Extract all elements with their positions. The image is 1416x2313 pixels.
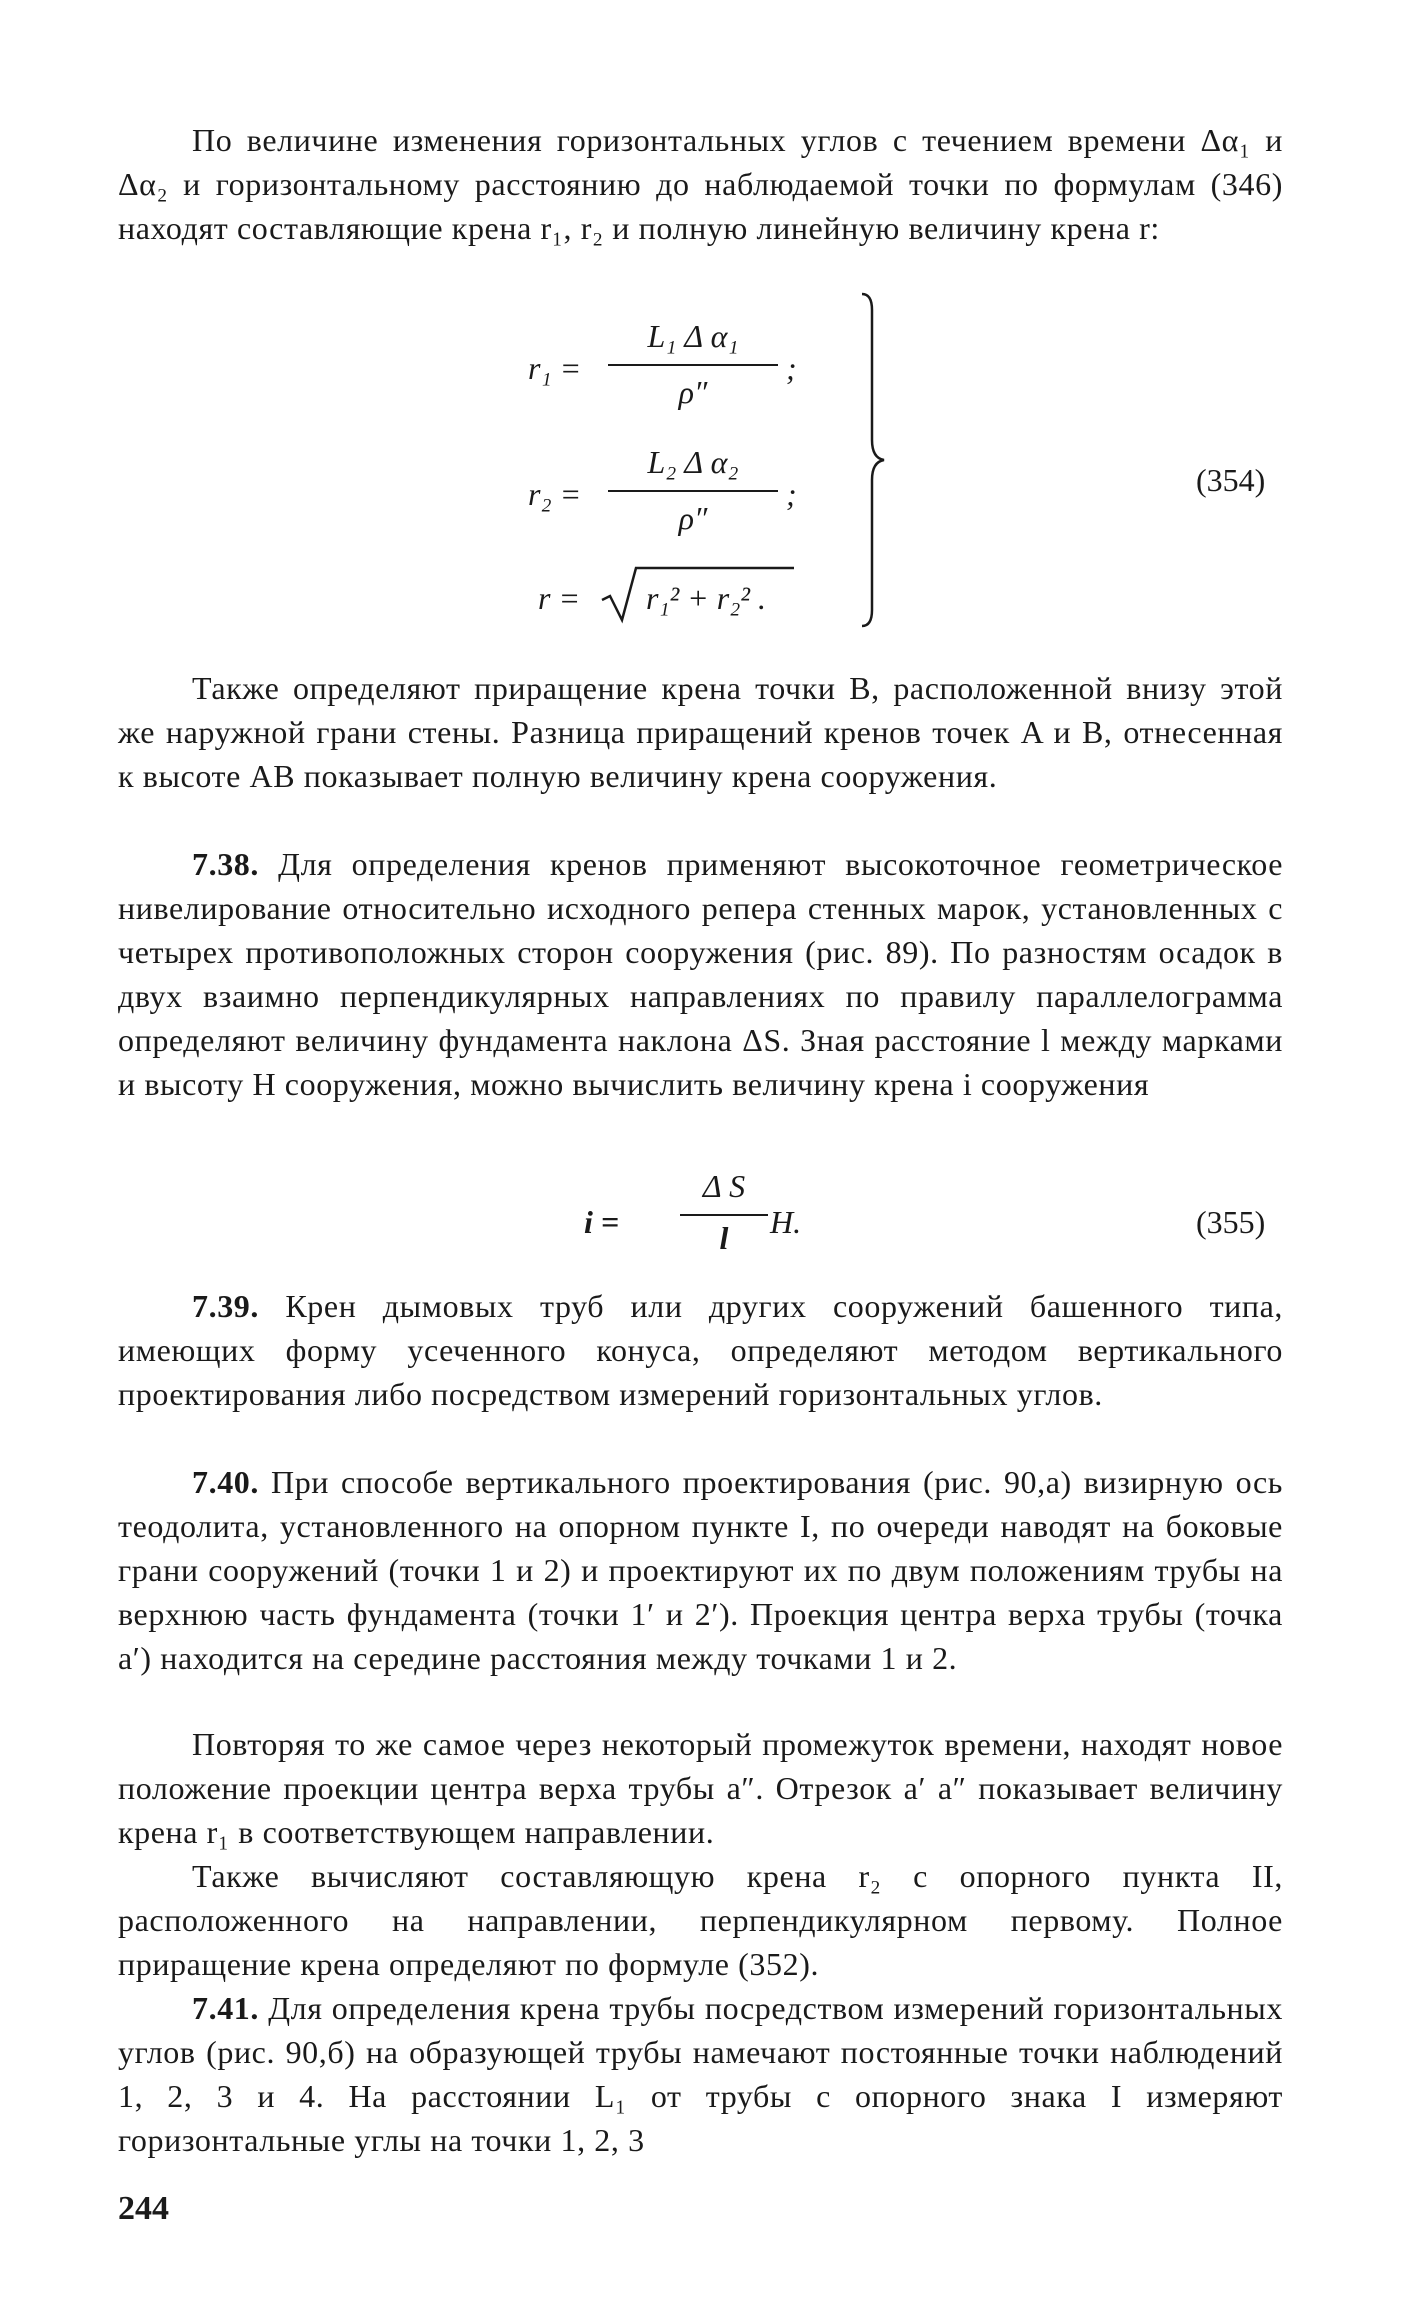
paragraph-7: Также вычисляют составляющую крена r₂ с опорного пункта II, расположенного на направлении, перпендикулярном первому. Полное приращение крена определяют по формуле (352). [118,1858,1283,1982]
eq354-r2-fraction-bar [608,490,778,492]
eq354-r2-denominator: ρ″ [678,500,708,536]
eq354-r-radicand: r₁² + r₂² . [646,580,766,616]
eq354-r1-semicolon: ; [786,350,797,386]
eq355-rhs: H. [770,1204,802,1240]
paragraph-7-40: 7.40. При способе вертикального проектирования (рис. 90,а) визирную ось теодолита, установленного на опорном пункте I, по очереди наводят на боковые грани сооружений (точки 1 и 2) и проектируют их по двум положениям трубы на верхнюю часть фундамента (точки 1′ и 2′). Проекция центра верха трубы (точка a′) находится на середине расстояния между точками 1 и 2. [118,1464,1284,1676]
eq354-r2-semicolon: ; [786,476,797,512]
paragraph-7-41: 7.41. Для определения крена трубы посредством измерений горизонтальных углов (рис. 90,б) на образующей трубы намечают постоянные точки наблюдений 1, 2, 3 и 4. На расстоянии L₁ от трубы с опорного знака I измеряют горизонтальные углы на точки 1, 2, 3 [118,1990,1283,2158]
eq355-numerator: Δ S [702,1168,746,1204]
section-number-7-39: 7.39. [192,1288,259,1324]
paragraph-7-39: 7.39. Крен дымовых труб или других сооружений башенного типа, имеющих форму усеченного конуса, определяют методом вертикального проектирования либо посредством измерений горизонтальных углов. [118,1288,1284,1412]
section-number-7-38: 7.38. [192,846,259,882]
section-number-7-40: 7.40. [192,1464,259,1500]
eq354-r-lhs: r = [538,580,581,616]
eq354-r2-numerator: L₂ Δ α₂ [647,444,739,480]
paragraph-2: Также определяют приращение крена точки B, расположенной внизу этой же наружной грани стены. Разница приращений кренов точек A и B, отнесенная к высоте AB показывает полную величину крена сооружения. [118,670,1283,794]
eq354-r1-fraction-bar [608,364,778,366]
eq354-r2-lhs: r₂ = [528,476,582,512]
eq354-r1-denominator: ρ″ [678,374,708,410]
page-number: 244 [118,2190,169,2227]
eq355-lhs: i = [584,1204,620,1240]
right-brace-icon [858,290,888,630]
eq355-number: (355) [1196,1204,1266,1240]
eq354-number: (354) [1196,462,1266,498]
section-number-7-41: 7.41. [192,1990,259,2026]
paragraph-1: По величине изменения горизонтальных углов с течением времени Δα₁ и Δα₂ и горизонтальному расстоянию до наблюдаемой точки по формулам (346) находят составляющие крена r₁, r₂ и полную линейную величину крена r: [118,122,1283,246]
eq355-denominator: l [719,1220,729,1256]
eq354-r1-numerator: L₁ Δ α₁ [647,318,739,354]
eq355-fraction-bar [680,1214,768,1216]
paragraph-7-38: 7.38. Для определения кренов применяют высокоточное геометрическое нивелирование относительно исходного репера стенных марок, установленных с четырех противоположных сторон сооружения (рис. 89). По разностям осадок в двух взаимно перпендикулярных направлениях по правилу параллелограмма определяют величину фундамента наклона ΔS. Зная расстояние l между марками и высоту H сооружения, можно вычислить величину крена i сооружения [118,846,1283,1102]
eq354-r1-lhs: r₁ = [528,350,582,386]
paragraph-6: Повторяя то же самое через некоторый промежуток времени, находят новое положение проекции центра верха трубы a″. Отрезок a′ a″ показывает величину крена r₁ в соответствующем направлении. [118,1726,1283,1850]
